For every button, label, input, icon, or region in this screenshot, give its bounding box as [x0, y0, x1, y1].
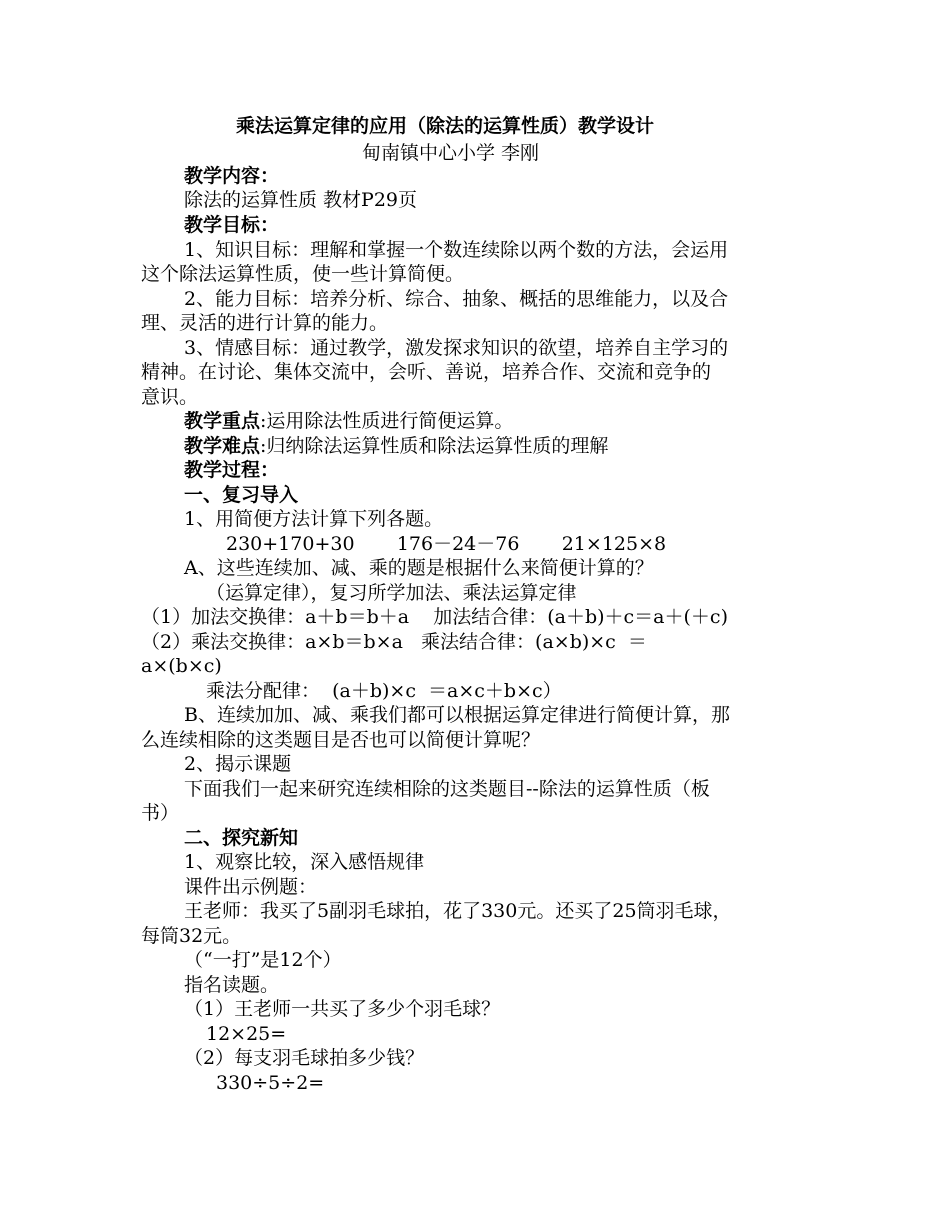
goal-2-line-2: 理、灵活的进行计算的能力。: [141, 312, 389, 334]
difficulty-label: 教学难点: [184, 435, 261, 457]
topic-reveal-line-2: 书）: [141, 802, 180, 824]
addition-laws: （1）加法交换律：a＋b＝b＋a 加法结合律：(a＋b)＋c＝a＋(＋c): [141, 606, 728, 628]
key-point-text: :运用除法性质进行简便运算。: [260, 410, 514, 432]
problem-1-expression: 12×25=: [206, 1023, 287, 1045]
key-point-line: [184, 409, 513, 433]
section-1-item-2: 2、揭示课题: [184, 753, 292, 775]
document-title: 乘法运算定律的应用（除法的运算性质）教学设计: [236, 115, 655, 137]
example-problem-line-2: 每筒32元。: [141, 925, 242, 947]
read-instruction: 指名读题。: [184, 974, 280, 996]
section-1-heading: 一、复习导入: [184, 484, 299, 506]
review-expressions: 230+170+30 176－24－76 21×125×8: [226, 533, 667, 555]
question-b-line-2: 么连续相除的这类题目是否也可以简便计算呢？: [141, 729, 541, 751]
goal-1-line-2: 这个除法运算性质，使一些计算简便。: [141, 263, 465, 285]
problem-1: （1）王老师一共买了多少个羽毛球？: [184, 998, 501, 1020]
content-heading: 教学内容：: [184, 165, 280, 187]
difficulty-line: [184, 434, 608, 458]
goal-3-line-2: 精神。在讨论、集体交流中，会听、善说，培养合作、交流和竞争的: [141, 361, 712, 383]
process-heading: 教学过程：: [184, 459, 280, 481]
goals-heading: 教学目标：: [184, 214, 280, 236]
multiplication-laws-line-2: a×(b×c): [141, 655, 222, 677]
problem-2-expression: 330÷5÷2=: [216, 1072, 325, 1094]
goal-1-line-1: 1、知识目标：理解和掌握一个数连续除以两个数的方法，会运用: [184, 239, 729, 261]
distributive-law: 乘法分配律： (a＋b)×c ＝a×c＋b×c）: [206, 680, 562, 702]
topic-reveal-line-1: 下面我们一起来研究连续相除的这类题目--除法的运算性质（板: [184, 778, 710, 800]
question-b-line-1: B、连续加加、减、乘我们都可以根据运算定律进行简便计算，那: [184, 704, 730, 726]
question-a: A、这些连续加、减、乘的题是根据什么来简便计算的？: [184, 557, 654, 579]
section-1-item-1: 1、用简便方法计算下列各题。: [184, 508, 444, 530]
goal-2-line-1: 2、能力目标：培养分析、综合、抽象、概括的思维能力，以及合: [184, 288, 729, 310]
example-intro: 课件出示例题：: [184, 876, 318, 898]
multiplication-laws-line-1: （2）乘法交换律：a×b＝b×a 乘法结合律：(a×b)×c ＝: [141, 631, 647, 653]
example-note: （“一打”是12个）: [184, 949, 342, 971]
problem-2: （2）每支羽毛球拍多少钱？: [184, 1047, 425, 1069]
section-2-item-1: 1、观察比较，深入感悟规律: [184, 851, 425, 873]
key-point-label: 教学重点: [184, 410, 261, 432]
section-2-heading: 二、探究新知: [184, 827, 299, 849]
author-line: 甸南镇中心小学 李刚: [362, 142, 540, 164]
goal-3-line-3: 意识。: [141, 386, 199, 408]
content-text: 除法的运算性质 教材P29页: [184, 189, 418, 211]
question-a-answer: （运算定律），复习所学加法、乘法运算定律: [206, 582, 577, 604]
difficulty-text: :归纳除法运算性质和除法运算性质的理解: [260, 435, 609, 457]
example-problem-line-1: 王老师：我买了5副羽毛球拍，花了330元。还买了25筒羽毛球，: [184, 900, 732, 922]
goal-3-line-1: 3、情感目标：通过教学，激发探求知识的欲望，培养自主学习的: [184, 337, 729, 359]
